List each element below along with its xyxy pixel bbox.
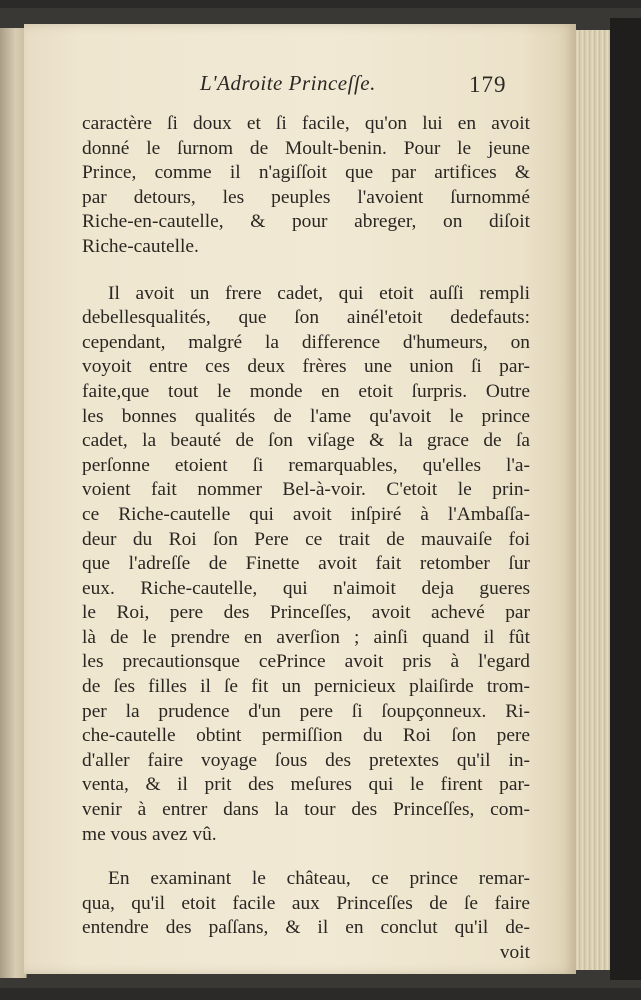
text-line: debellesqualités, que ſon ainél'etoit dedefauts: [82,307,530,329]
text-line: che-cautelle obtint permiſſion du Roi ſon pere [82,725,530,747]
text-line: deur du Roi ſon Pere ce trait de mauvaiſe foi [82,528,530,550]
text-line: venta, & il prit des meſures qui le firent par- [82,774,530,796]
catchword: voit [499,942,530,963]
text-line: d'aller faire voyage ſous des pretextes qu'il in- [82,749,530,771]
text-line: perſonne etoient ſi remarquables, qu'elles l'a- [82,454,530,476]
text-line: par detours, les peuples l'avoient ſurnommé [82,186,530,208]
text-line: cependant, malgré la difference d'humeurs, on [82,331,530,353]
page-stack-edge [570,30,611,970]
text-line: eux. Riche-cautelle, qui n'aimoit deja gueres [82,577,530,599]
header-title: L'Adroite Princeſſe. [200,71,376,95]
text-line: Riche-en-cautelle, & pour abreger, on diſoit [82,211,530,233]
paragraph-3 [82,867,530,965]
text-line: me vous avez vû. [82,823,217,845]
book-page [24,24,576,974]
text-line: cadet, la beauté de ſon viſage & la grace de ſa [82,430,530,452]
text-line: per la prudence d'un pere ſi ſoupçonneux. Ri- [82,700,530,722]
text-line: ce Riche-cautelle qui avoit inſpiré à l'Ambaſſa- [82,503,530,525]
text-line: En examinant le château, ce prince remar- [108,868,530,890]
text-line: donné le ſurnom de Moult-benin. Pour le jeune [82,137,530,159]
text-line: faite,que tout le monde en etoit ſurpris. Outre [82,380,530,402]
text-line: Riche-cautelle. [82,235,199,257]
text-line: venir à entrer dans la tour des Princeſſes, com- [82,799,530,821]
text-line: voient fait nommer Bel-à-voir. C'etoit le prin- [82,479,530,501]
text-line: qua, qu'il etoit facile aux Princeſſes de ſe faire [82,892,530,914]
book-spine [610,18,641,980]
text-line: les precautionsque cePrince avoit pris à l'egard [82,651,530,673]
body-text [82,112,530,966]
facing-page-edge [0,28,27,978]
text-line: caractère ſi doux et ſi facile, qu'on lui en avoit [82,113,530,134]
paragraph-1 [82,112,530,260]
running-head [24,71,576,103]
text-line: les bonnes qualités de l'ame qu'avoit le prince [82,405,530,427]
page-number: 179 [469,72,507,97]
text-line: que l'adreſſe de Finette avoit fait retomber ſur [82,553,530,575]
text-line: de ſes filles il ſe fit un pernicieux plaiſirde trom- [82,676,530,698]
text-line: Il avoit un frere cadet, qui etoit auſſi rempli [108,282,530,304]
text-line: voyoit entre ces deux frères une union ſi par- [82,356,530,378]
text-line: le Roi, pere des Princeſſes, avoit achevé par [82,602,530,624]
text-line: Prince, comme il n'agiſſoit que par artifices & [82,162,530,184]
text-line: entendre des paſſans, & il en conclut qu'il de- [82,917,530,939]
paragraph-2 [82,282,530,848]
text-line: là de le prendre en averſion ; ainſi quand il fût [82,626,530,648]
